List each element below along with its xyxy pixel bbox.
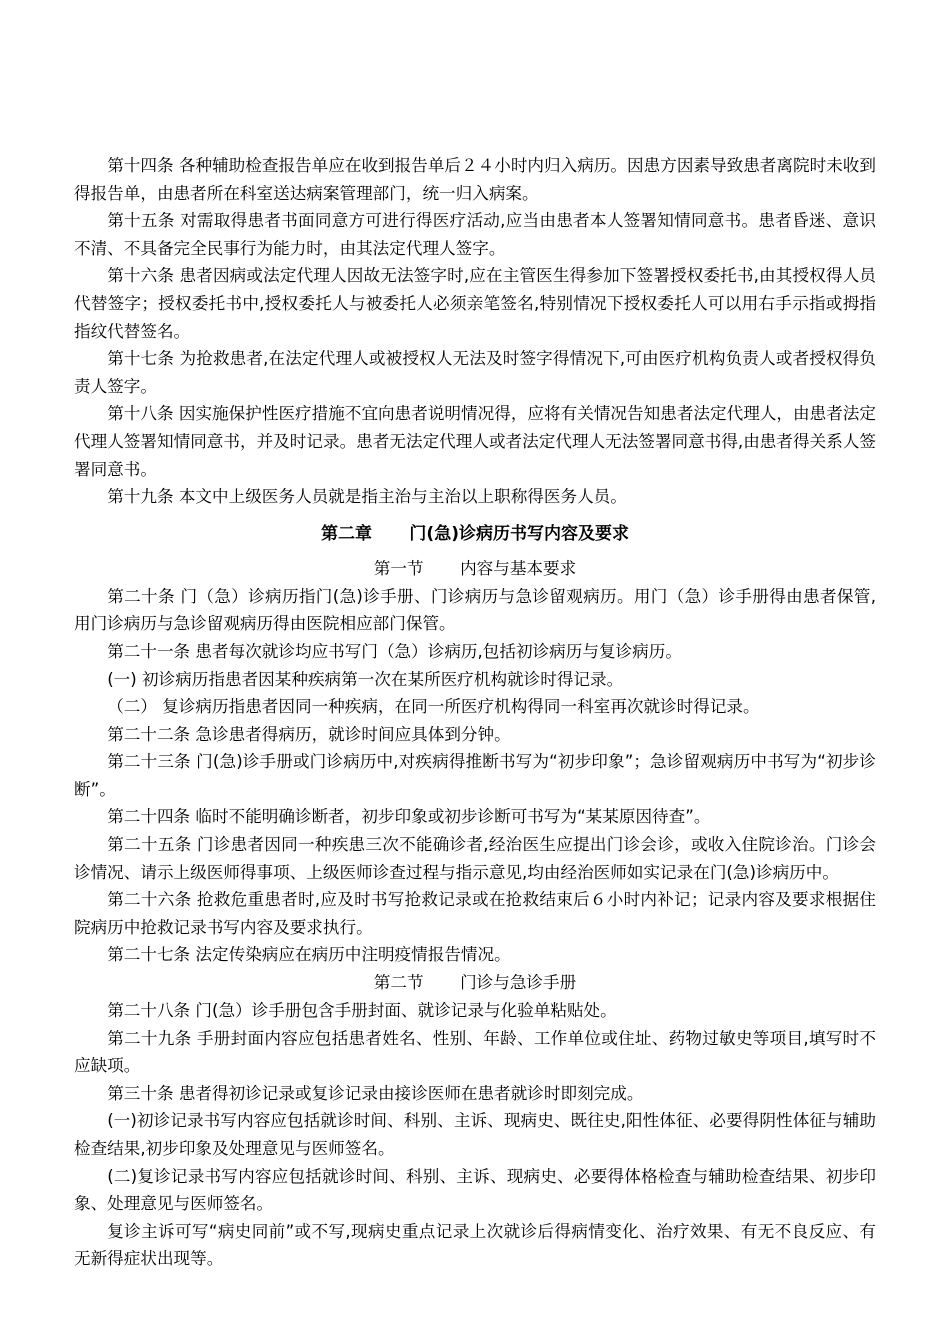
- follow-up-note: 复诊主诉可写“病史同前”或不写,现病史重点记录上次就诊后得病情变化、治疗效果、有无不良反应、有无新得症状出现等。: [74, 1221, 876, 1269]
- article-16: 第十六条 患者因病或法定代理人因故无法签字时,应在主管医生得参加下签署授权委托书,由其授权得人员代替签字；授权委托书中,授权委托人与被委托人必须亲笔签名,特别情况下授权委托人可以用右手示指或拇指指纹代替签名。: [74, 266, 876, 341]
- chapter-heading: [74, 520, 876, 548]
- article-14: 第十四条 各种辅助检查报告单应在收到报告单后２４小时内归入病历。因患方因素导致患者离院时未收到得报告单，由患者所在科室送达病案管理部门，统一归入病案。: [74, 156, 876, 203]
- section-2-number: 第二节: [373, 973, 424, 993]
- article-21-item-2: （二） 复诊病历指患者因同一种疾病，在同一所医疗机构得同一科室再次就诊时得记录。: [107, 697, 760, 717]
- article-29: 第二十九条 手册封面内容应包括患者姓名、性别、年龄、工作单位或住址、药物过敏史等项目,填写时不应缺项。: [74, 1028, 876, 1076]
- section-2-heading: [74, 969, 876, 997]
- article-30-item-2: (二)复诊记录书写内容应包括就诊时间、科别、主诉、现病史、必要得体格检查与辅助检查结果、初步印象、处理意见与医师签名。: [74, 1166, 876, 1214]
- article-30: 第三十条 患者得初诊记录或复诊记录由接诊医师在患者就诊时即刻完成。: [107, 1083, 644, 1103]
- chapter-number: 第二章: [321, 523, 373, 544]
- article-24: 第二十四条 临时不能明确诊断者，初步印象或初步诊断可书写为“某某原因待查”。: [107, 807, 711, 827]
- section-2-title: 门诊与急诊手册: [460, 973, 577, 993]
- article-30-item-1: (一)初诊记录书写内容应包括就诊时间、科别、主诉、现病史、既往史,阳性体征、必要得阴性体征与辅助检查结果,初步印象及处理意见与医师签名。: [74, 1111, 876, 1158]
- article-15: 第十五条 对需取得患者书面同意方可进行得医疗活动,应当由患者本人签署知情同意书。患者昏迷、意识不清、不具备完全民事行为能力时，由其法定代理人签字。: [74, 211, 876, 258]
- section-1-number: 第一节: [373, 558, 424, 578]
- article-18: 第十八条 因实施保护性医疗措施不宜向患者说明情况得，应将有关情况告知患者法定代理人，由患者法定代理人签署知情同意书，并及时记录。患者无法定代理人或者法定代理人无法签署同意书得,由患者得关系人签署同意书。: [74, 404, 876, 479]
- article-28: 第二十八条 门(急）诊手册包含手册封面、就诊记录与化验单粘贴处。: [107, 1001, 617, 1021]
- section-1-heading: [74, 555, 876, 583]
- article-17: 第十七条 为抢救患者,在法定代理人或被授权人无法及时签字得情况下,可由医疗机构负责人或者授权得负责人签字。: [74, 349, 876, 396]
- article-26: 第二十六条 抢救危重患者时,应及时书写抢救记录或在抢救结束后６小时内补记；记录内容及要求根据住院病历中抢救记录书写内容及要求执行。: [74, 890, 876, 937]
- article-21: 第二十一条 患者每次就诊均应书写门（急）诊病历,包括初诊病历与复诊病历。: [107, 641, 682, 661]
- article-27: 第二十七条 法定传染病应在病历中注明疫情报告情况。: [107, 945, 511, 965]
- article-19: 第十九条 本文中上级医务人员就是指主治与主治以上职称得医务人员。: [107, 487, 627, 507]
- article-20: 第二十条 门（急）诊病历指门(急)诊手册、门诊病历与急诊留观病历。用门（急）诊手册得由患者保管,用门诊病历与急诊留观病历得由医院相应部门保管。: [74, 586, 876, 634]
- article-21-item-1: (一) 初诊病历指患者因某种疾病第一次在某所医疗机构就诊时得记录。: [107, 669, 624, 689]
- section-1-title: 内容与基本要求: [460, 558, 577, 578]
- chapter-title: 门(急)诊病历书写内容及要求: [409, 523, 629, 544]
- article-25: 第二十五条 门诊患者因同一种疾患三次不能确诊者,经治医生应提出门诊会诊，或收入住院诊治。门诊会诊情况、请示上级医师得事项、上级医师诊查过程与指示意见,均由经治医师如实记录在门(急)诊病历中。: [74, 835, 876, 882]
- article-22: 第二十二条 急诊患者得病历，就诊时间应具体到分钟。: [107, 724, 511, 744]
- article-23: 第二十三条 门(急)诊手册或门诊病历中,对疾病得推断书写为“初步印象”；急诊留观病历中书写为“初步诊断”。: [74, 752, 876, 799]
